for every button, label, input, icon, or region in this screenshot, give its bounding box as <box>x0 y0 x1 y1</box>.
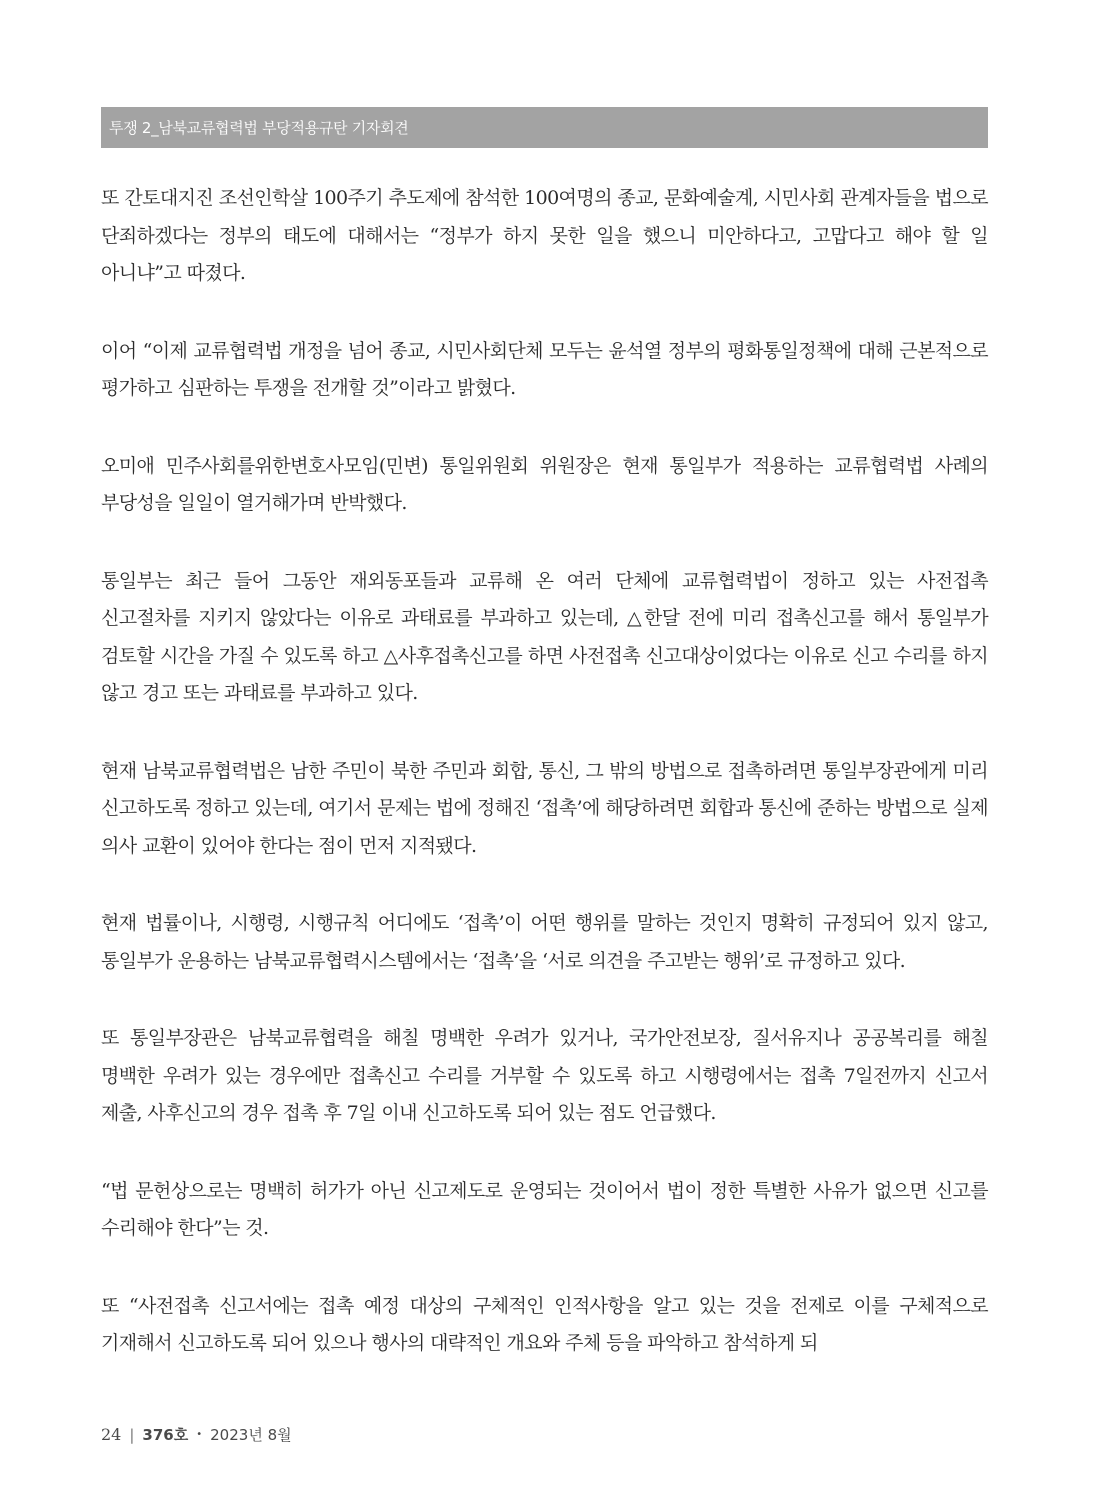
footer-separator: • <box>196 1429 203 1440</box>
paragraph-8: “법 문헌상으로는 명백히 허가가 아닌 신고제도로 운영되는 것이어서 법이 정한 특별한 사유가 없으면 신고를 수리해야 한다”는 것. <box>101 1179 988 1239</box>
paragraph-5: 현재 남북교류협력법은 남한 주민이 북한 주민과 회합, 통신, 그 밖의 방법으로 접촉하려면 통일부장관에게 미리 신고하도록 정하고 있는데, 여기서 문제는 법에 정해진 ‘접촉’에 해당하려면 회합과 통신에 준하는 방법으로 실제 의사 교환이 있어야 한다는 점이 먼저 지적됐다. <box>101 759 988 857</box>
page-footer <box>101 1424 292 1445</box>
paragraph-7: 또 통일부장관은 남북교류협력을 해칠 명백한 우려가 있거나, 국가안전보장, 질서유지나 공공복리를 해칠 명백한 우려가 있는 경우에만 접촉신고 수리를 거부할 수 있도록 하고 시행령에서는 접촉 7일전까지 신고서 제출, 사후신고의 경우 접촉 후 7일 이내 신고하도록 되어 있는 점도 언급했다. <box>101 1027 988 1124</box>
page-number: 24 <box>101 1425 122 1444</box>
paragraph-2: 이어 “이제 교류협력법 개정을 넘어 종교, 시민사회단체 모두는 윤석열 정부의 평화통일정책에 대해 근본적으로 평가하고 심판하는 투쟁을 전개할 것”이라고 밝혔다. <box>101 339 988 399</box>
footer-divider: | <box>129 1425 135 1444</box>
paragraph-3: 오미애 민주사회를위한변호사모임(민변) 통일위원회 위원장은 현재 통일부가 적용하는 교류협력법 사례의 부당성을 일일이 열거해가며 반박했다. <box>101 454 988 514</box>
section-title: 투쟁 2_남북교류협력법 부당적용규탄 기자회견 <box>109 119 409 137</box>
section-header-bar <box>101 107 988 148</box>
article-body <box>101 180 988 1403</box>
paragraph-9: 또 “사전접촉 신고서에는 접촉 예정 대상의 구체적인 인적사항을 알고 있는 것을 전제로 이를 구체적으로 기재해서 신고하도록 되어 있으나 행사의 대략적인 개요와 주체 등을 파악하고 참석하게 되 <box>101 1294 988 1354</box>
paragraph-6: 현재 법률이나, 시행령, 시행규칙 어디에도 ‘접촉’이 어떤 행위를 말하는 것인지 명확히 규정되어 있지 않고, 통일부가 운용하는 남북교류협력시스템에서는 ‘접촉’을 ‘서로 의견을 주고받는 행위’로 규정하고 있다. <box>101 912 988 972</box>
paragraph-1: 또 간토대지진 조선인학살 100주기 추도제에 참석한 100여명의 종교, 문화예술계, 시민사회 관계자들을 법으로 단죄하겠다는 정부의 태도에 대해서는 “정부가 하지 못한 일을 했으니 미안하다고, 고맙다고 해야 할 일 아니냐”고 따졌다. <box>101 187 988 284</box>
issue-number: 376호 <box>142 1426 189 1444</box>
issue-date: 2023년 8월 <box>210 1426 292 1444</box>
paragraph-4: 통일부는 최근 들어 그동안 재외동포들과 교류해 온 여러 단체에 교류협력법이 정하고 있는 사전접촉 신고절차를 지키지 않았다는 이유로 과태료를 부과하고 있는데, △한달 전에 미리 접촉신고를 해서 통일부가 검토할 시간을 가질 수 있도록 하고 △사후접촉신고를 하면 사전접촉 신고대상이었다는 이유로 신고 수리를 하지 않고 경고 또는 과태료를 부과하고 있다. <box>101 569 988 704</box>
